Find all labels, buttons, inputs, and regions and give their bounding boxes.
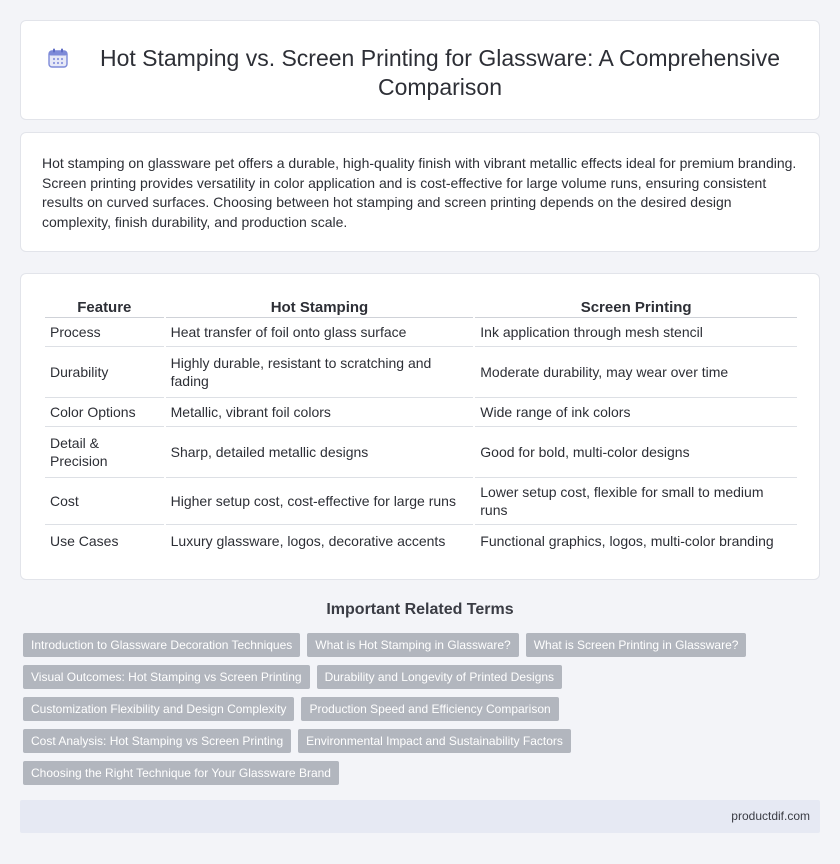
table-header-row — [45, 296, 797, 318]
title-card — [20, 20, 820, 120]
table-row — [45, 318, 797, 347]
related-term-tag[interactable]: Cost Analysis: Hot Stamping vs Screen Printing — [23, 729, 291, 753]
comparison-table — [43, 296, 799, 557]
related-term-tag[interactable]: Choosing the Right Technique for Your Glassware Brand — [23, 761, 339, 785]
related-term-tag[interactable]: Introduction to Glassware Decoration Techniques — [23, 633, 300, 657]
related-term-tag[interactable]: Visual Outcomes: Hot Stamping vs Screen Printing — [23, 665, 310, 689]
related-term-tag[interactable]: Customization Flexibility and Design Complexity — [23, 697, 294, 721]
column-header-hot-stamping: Hot Stamping — [166, 296, 474, 318]
table-row — [45, 398, 797, 427]
screen-printing-cell: Good for bold, multi-color designs — [475, 427, 797, 478]
feature-cell: Detail & Precision — [45, 427, 164, 478]
screen-printing-cell: Moderate durability, may wear over time — [475, 347, 797, 398]
footer — [20, 800, 820, 833]
hot-stamping-cell: Metallic, vibrant foil colors — [166, 398, 474, 427]
intro-card — [20, 132, 820, 252]
page-title: Hot Stamping vs. Screen Printing for Glassware: A Comprehensive Comparison — [99, 45, 781, 100]
feature-cell: Color Options — [45, 398, 164, 427]
footer-site-link[interactable]: productdif.com — [731, 809, 810, 823]
screen-printing-cell: Functional graphics, logos, multi-color branding — [480, 533, 774, 549]
table-row — [45, 347, 797, 398]
screen-printing-cell: Ink application through mesh stencil — [475, 318, 797, 347]
hot-stamping-cell: Sharp, detailed metallic designs — [166, 427, 474, 478]
screen-printing-cell: Wide range of ink colors — [475, 398, 797, 427]
intro-paragraph: Hot stamping on glassware pet offers a durable, high-quality finish with vibrant metallic effects ideal for premium branding. Screen printing provides versatility in color application and is cost-effective for large volume runs, ensuring consistent results on curved surfaces. Choosing between hot stamping and screen printing depends on the desired design complexity, finish durability, and production scale. — [42, 155, 797, 230]
screen-printing-cell: Lower setup cost, flexible for small to medium runs — [475, 478, 797, 525]
related-term-tag[interactable]: What is Hot Stamping in Glassware? — [307, 633, 518, 657]
hot-stamping-cell: Luxury glassware, logos, decorative accents — [170, 533, 446, 549]
feature-cell: Durability — [45, 347, 164, 398]
related-term-tag[interactable]: What is Screen Printing in Glassware? — [526, 633, 747, 657]
comparison-card — [20, 273, 820, 580]
column-header-feature: Feature — [45, 296, 164, 318]
hot-stamping-cell: Highly durable, resistant to scratching and fading — [166, 347, 474, 398]
hot-stamping-cell: Higher setup cost, cost-effective for large runs — [166, 478, 474, 525]
feature-cell: Process — [45, 318, 164, 347]
related-terms-list — [23, 633, 823, 793]
hot-stamping-cell: Heat transfer of foil onto glass surface — [166, 318, 474, 347]
related-terms-heading: Important Related Terms — [326, 601, 514, 618]
table-row — [45, 525, 797, 557]
feature-cell: Cost — [45, 478, 164, 525]
related-term-tag[interactable]: Production Speed and Efficiency Comparison — [301, 697, 558, 721]
related-term-tag[interactable]: Durability and Longevity of Printed Designs — [317, 665, 562, 689]
table-row — [45, 478, 797, 525]
column-header-screen-printing: Screen Printing — [475, 296, 797, 318]
table-row — [45, 427, 797, 478]
related-term-tag[interactable]: Environmental Impact and Sustainability Factors — [298, 729, 571, 753]
feature-cell: Use Cases — [50, 533, 119, 549]
